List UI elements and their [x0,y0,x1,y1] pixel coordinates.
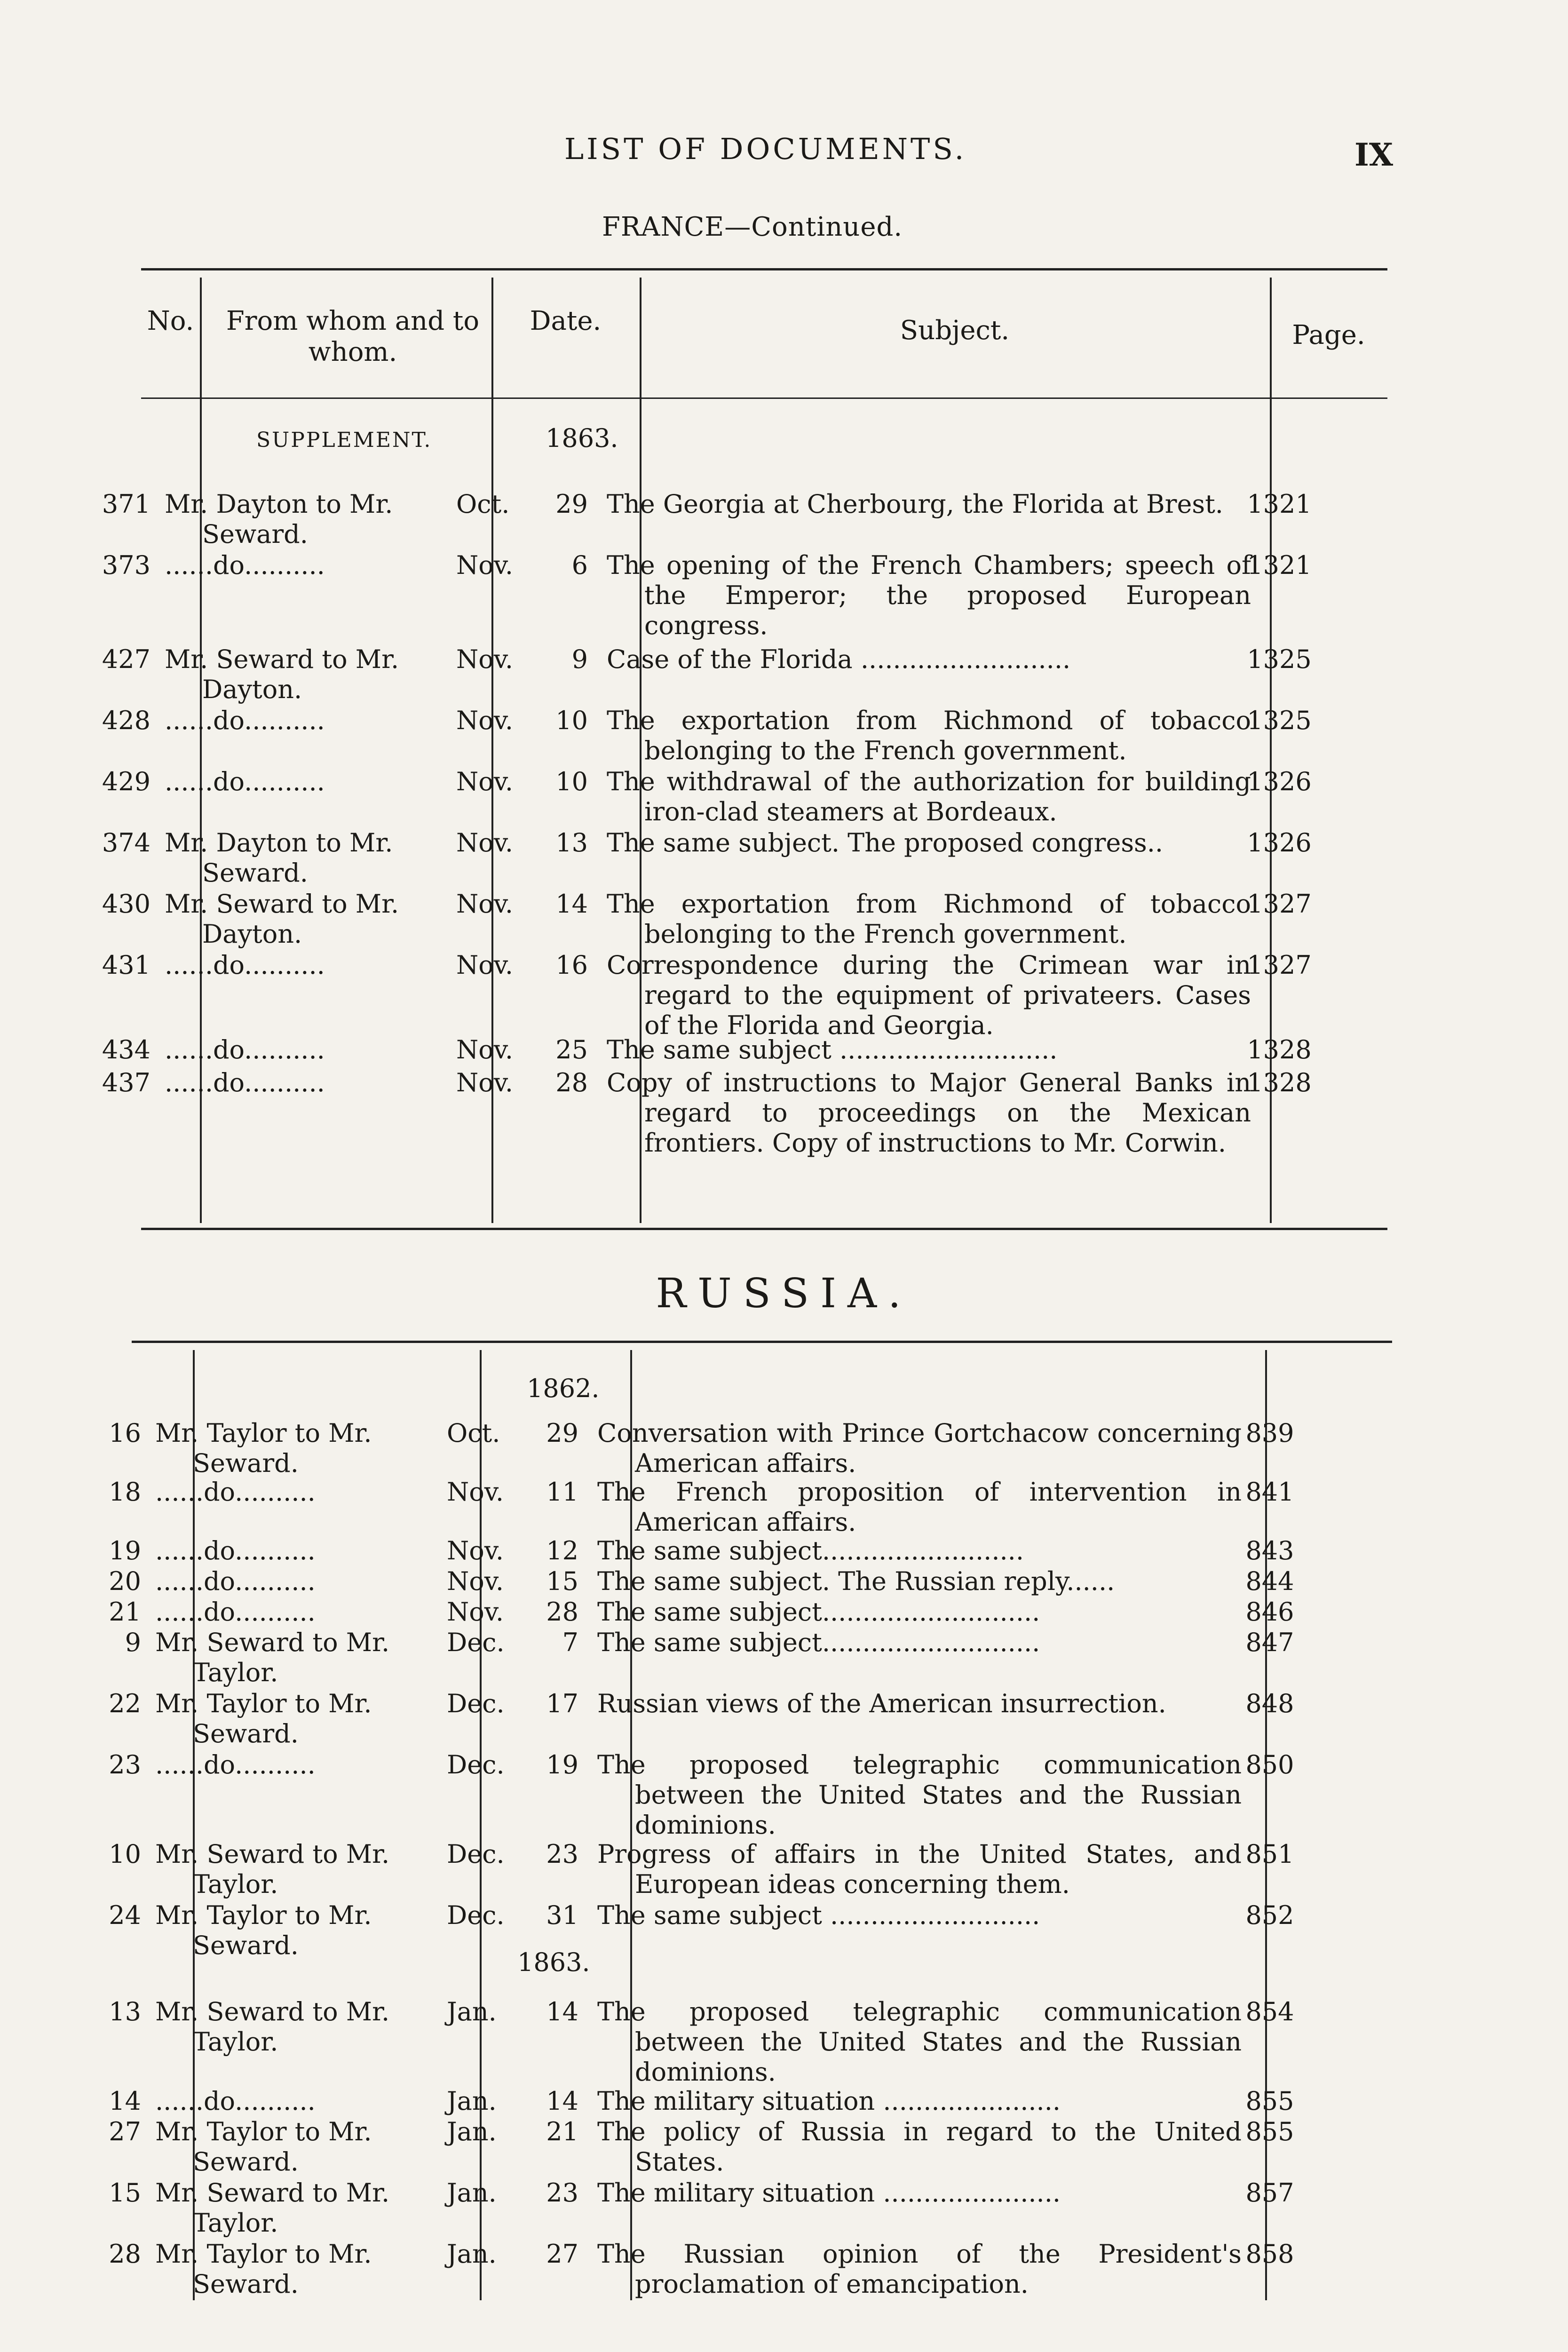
page-ref: 1326 [1247,828,1312,858]
date-day: 31 [546,1900,578,1930]
date-month: Nov. [456,767,514,796]
page-ref: 1328 [1247,1035,1312,1065]
correspondents: ......do.......... [155,1597,316,1627]
russia-heading: RUSSIA. [656,1270,912,1317]
page-ref: 855 [1245,2117,1294,2146]
page-ref: 844 [1245,1566,1294,1596]
page-ref: 1325 [1247,706,1312,735]
page-ref: 846 [1245,1597,1294,1627]
date-day: 17 [546,1689,578,1718]
date-day: 14 [546,2086,578,2116]
doc-number: 27 [109,2117,141,2146]
page-ref: 857 [1245,2178,1294,2208]
col-header-date: Date. [530,306,602,336]
correspondents: Mr. Taylor to Mr. Seward. [155,2117,372,2177]
doc-number: 371 [102,489,150,519]
subject: The same subject........................... [597,1628,1040,1657]
date-month: Nov. [456,550,514,580]
doc-number: 15 [109,2178,141,2208]
page-ref: 843 [1245,1536,1294,1565]
subject: The opening of the French Chambers; speech of the Emperor; the proposed European congress. [607,550,1251,640]
subject: The same subject. The proposed congress.. [607,828,1164,858]
correspondents: Mr. Taylor to Mr. Seward. [155,1418,372,1478]
col-header-subject: Subject. [900,315,1010,346]
correspondents: Mr. Seward to Mr. Taylor. [155,1839,390,1899]
correspondents: Mr. Dayton to Mr. Seward. [165,489,393,549]
subject: The proposed telegraphic communication between the United States and the Russian dominions. [597,1997,1242,2087]
correspondents: Mr. Seward to Mr. Taylor. [155,1628,390,1687]
doc-number: 430 [102,889,150,919]
page-ref: 1325 [1247,644,1312,674]
correspondents: ......do.......... [155,1477,316,1507]
subject: The policy of Russia in regard to the United States. [597,2117,1242,2177]
page-ref: 858 [1245,2239,1294,2269]
date-day: 9 [571,644,588,674]
doc-number: 373 [102,550,150,580]
correspondents: Mr. Seward to Mr. Dayton. [165,889,399,949]
date-day: 29 [555,489,588,519]
table-top-rule [132,1341,1392,1343]
doc-number: 10 [109,1839,141,1869]
col-header-from: From whom and to whom. [226,306,480,367]
date-month: Nov. [456,889,514,919]
year-label: 1863. [546,423,618,453]
date-day: 25 [555,1035,588,1065]
page-header [0,122,1568,188]
doc-number: 434 [102,1035,150,1065]
date-month: Jan. [447,2117,497,2146]
subject: The military situation ...................... [597,2086,1061,2116]
doc-number: 28 [109,2239,141,2269]
page-ref: 1327 [1247,950,1312,980]
subject: The same subject........................... [597,1597,1040,1627]
date-month: Jan. [447,2239,497,2269]
page-ref: 839 [1245,1418,1294,1448]
subject: Correspondence during the Crimean war in regard to the equipment of privateers. Cases of the Florida and Georgia. [607,950,1251,1040]
date-month: Nov. [447,1477,504,1507]
page-ref: 1321 [1247,489,1312,519]
subject: The exportation from Richmond of tobacco belonging to the French government. [607,706,1251,765]
col-header-page: Page. [1292,320,1365,350]
correspondents: ......do.......... [155,2086,316,2116]
page-number: IX [1354,136,1394,173]
correspondents: ......do.......... [165,1035,325,1065]
date-day: 29 [546,1418,578,1448]
subject: Progress of affairs in the United States, and European ideas concerning them. [597,1839,1242,1899]
page-ref: 1321 [1247,550,1312,580]
date-month: Nov. [447,1566,504,1596]
doc-number: 18 [109,1477,141,1507]
correspondents: ......do.......... [155,1566,316,1596]
correspondents: Mr. Seward to Mr. Dayton. [165,644,399,704]
header-bottom-rule [141,397,1387,399]
correspondents: Mr. Seward to Mr. Taylor. [155,2178,390,2238]
table-top-rule [141,268,1387,270]
date-month: Jan. [447,2178,497,2208]
doc-number: 13 [109,1997,141,2026]
correspondents: Mr. Dayton to Mr. Seward. [165,828,393,888]
date-month: Dec. [447,1900,505,1930]
page-ref: 848 [1245,1689,1294,1718]
subject: The military situation ...................... [597,2178,1061,2208]
date-month: Nov. [456,644,514,674]
date-month: Jan. [447,1997,497,2026]
correspondents: ......do.......... [165,767,325,796]
correspondents: Mr. Taylor to Mr. Seward. [155,1900,372,1960]
doc-number: 16 [109,1418,141,1448]
date-day: 10 [555,706,588,735]
date-day: 28 [546,1597,578,1627]
date-month: Nov. [447,1536,504,1565]
date-day: 11 [546,1477,578,1507]
correspondents: ......do.......... [155,1536,316,1565]
date-month: Dec. [447,1839,505,1869]
date-day: 21 [546,2117,578,2146]
correspondents: ......do.......... [165,950,325,980]
section-subtitle: FRANCE—Continued. [602,212,903,242]
date-day: 23 [546,1839,578,1869]
page-ref: 1326 [1247,767,1312,796]
correspondents: Mr. Seward to Mr. Taylor. [155,1997,390,2057]
table-bottom-rule [141,1228,1387,1230]
subject: The French proposition of intervention in American affairs. [597,1477,1242,1537]
doc-number: 428 [102,706,150,735]
date-month: Dec. [447,1628,505,1657]
doc-number: 429 [102,767,150,796]
subject: The Georgia at Cherbourg, the Florida at Brest. [607,489,1223,519]
doc-number: 427 [102,644,150,674]
subject: Case of the Florida .......................... [607,644,1071,674]
date-month: Nov. [456,950,514,980]
year-label: 1862. [527,1374,600,1403]
page-ref: 1327 [1247,889,1312,919]
subject: The Russian opinion of the President's proclamation of emancipation. [597,2239,1242,2299]
subject: The proposed telegraphic communication between the United States and the Russian dominions. [597,1750,1242,1840]
subject: The same subject. The Russian reply...... [597,1566,1115,1596]
year-label: 1863. [517,1947,590,1977]
correspondents: Mr. Taylor to Mr. Seward. [155,2239,372,2299]
doc-number: 374 [102,828,150,858]
date-month: Nov. [447,1597,504,1627]
page-ref: 847 [1245,1628,1294,1657]
date-month: Oct. [456,489,510,519]
date-day: 27 [546,2239,578,2269]
date-day: 19 [546,1750,578,1780]
subject: Copy of instructions to Major General Banks in regard to proceedings on the Mexican frontiers. Copy of instructions to Mr. Corwin. [607,1068,1251,1158]
page-ref: 852 [1245,1900,1294,1930]
doc-number: 19 [109,1536,141,1565]
correspondents: ......do.......... [165,1068,325,1097]
page-ref: 851 [1245,1839,1294,1869]
date-month: Nov. [456,1035,514,1065]
date-month: Dec. [447,1689,505,1718]
doc-number: 24 [109,1900,141,1930]
date-day: 7 [562,1628,578,1657]
subject: The withdrawal of the authorization for building iron-clad steamers at Bordeaux. [607,767,1251,826]
subject: The same subject .......................... [597,1900,1040,1930]
date-month: Nov. [456,706,514,735]
doc-number: 21 [109,1597,141,1627]
col-header-no: No. [147,306,194,336]
date-day: 13 [555,828,588,858]
date-day: 23 [546,2178,578,2208]
page-ref: 1328 [1247,1068,1312,1097]
doc-number: 437 [102,1068,150,1097]
date-month: Jan. [447,2086,497,2116]
date-day: 14 [546,1997,578,2026]
date-month: Dec. [447,1750,505,1780]
date-day: 16 [555,950,588,980]
correspondents: ......do.......... [155,1750,316,1780]
subject: The exportation from Richmond of tobacco belonging to the French government. [607,889,1251,949]
date-day: 14 [555,889,588,919]
correspondents: ......do.......... [165,706,325,735]
date-month: Nov. [456,1068,514,1097]
subject: Conversation with Prince Gortchacow concerning American affairs. [597,1418,1242,1478]
subject: Russian views of the American insurrection. [597,1689,1166,1718]
running-head: LIST OF DOCUMENTS. [564,132,967,166]
page-ref: 855 [1245,2086,1294,2116]
doc-number: 9 [125,1628,141,1657]
date-day: 10 [555,767,588,796]
subject: The same subject......................... [597,1536,1024,1565]
date-day: 12 [546,1536,578,1565]
correspondents: ......do.......... [165,550,325,580]
correspondents: Mr. Taylor to Mr. Seward. [155,1689,372,1748]
date-month: Oct. [447,1418,500,1448]
doc-number: 14 [109,2086,141,2116]
page-ref: 850 [1245,1750,1294,1780]
doc-number: 20 [109,1566,141,1596]
page-ref: 841 [1245,1477,1294,1507]
doc-number: 23 [109,1750,141,1780]
page-ref: 854 [1245,1997,1294,2026]
doc-number: 431 [102,950,150,980]
date-month: Nov. [456,828,514,858]
date-day: 6 [571,550,588,580]
doc-number: 22 [109,1689,141,1718]
supplement-label: SUPPLEMENT. [256,428,432,452]
date-day: 28 [555,1068,588,1097]
date-day: 15 [546,1566,578,1596]
subject: The same subject ........................... [607,1035,1058,1065]
